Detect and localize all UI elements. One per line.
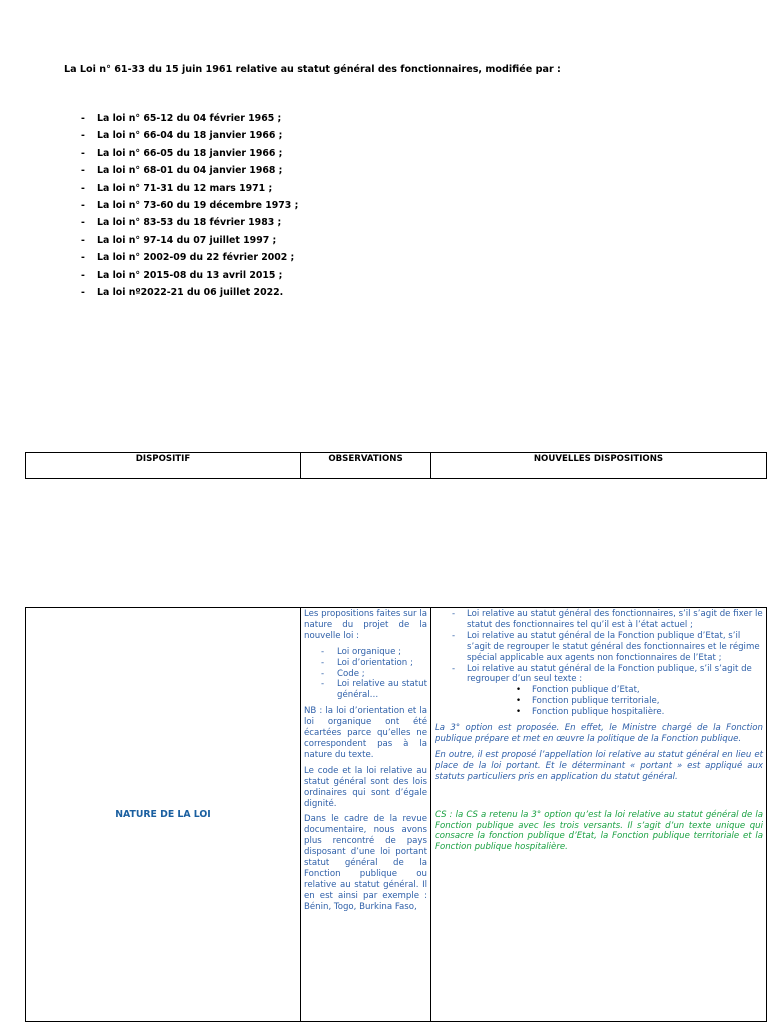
list-item: - Loi relative au statut général de la Fonction publique d’Etat, s’il s’agit de regrouper le statut général des fonctionnaires et le régime spécial applicable aux agents non fonctionnaires de l’Etat ; bbox=[435, 631, 763, 664]
table-row bbox=[26, 608, 767, 1022]
list-item: - La loi n° 71-31 du 12 mars 1971 ; bbox=[81, 182, 273, 194]
list-item: • Fonction publique territoriale, bbox=[467, 696, 763, 707]
list-item: - La loi n° 2002-09 du 22 février 2002 ; bbox=[81, 252, 295, 264]
observations-nb: NB : la loi d’orientation et la loi organique ont été écartées parce qu’elles ne correspondent pas à la nature du texte. bbox=[304, 706, 427, 760]
list-item: - La loi n° 83-53 du 18 février 1983 ; bbox=[81, 217, 282, 229]
provisions-table bbox=[25, 607, 767, 1022]
options-list bbox=[304, 647, 427, 702]
amending-laws-list bbox=[81, 113, 298, 304]
list-item: • Fonction publique d’Etat, bbox=[467, 685, 763, 696]
proposal-paragraph: La 3° option est proposée. En effet, le Ministre chargé de la Fonction publique prépare et met en œuvre la politique de la Fonction publique. bbox=[435, 723, 763, 744]
observations-intro: Les propositions faites sur la nature du projet de la nouvelle loi : bbox=[304, 609, 427, 641]
list-item: - La loi nº2022-21 du 06 juillet 2022. bbox=[81, 286, 284, 298]
list-item: - Loi relative au statut général des fonctionnaires, s’il s’agit de fixer le statut des fonctionnaires tel qu’il est à l’état actuel ; bbox=[435, 609, 763, 631]
document-title: La Loi n° 61-33 du 15 juin 1961 relative au statut général des fonctionnaires, modifiée par : bbox=[64, 64, 561, 75]
list-item: • Fonction publique hospitalière. bbox=[467, 707, 763, 718]
observations-code: Le code et la loi relative au statut général sont des lois ordinaires qui sont d’égale dignité. bbox=[304, 765, 427, 809]
appellation-paragraph: En outre, il est proposé l’appellation loi relative au statut général en lieu et place de la loi portant. Et le déterminant « portant » est appliqué aux statuts particuliers pris en application du statut général. bbox=[435, 749, 763, 782]
list-item: - La loi n° 68-01 du 04 janvier 1968 ; bbox=[81, 165, 283, 177]
column-header-observations: OBSERVATIONS bbox=[301, 453, 431, 479]
list-item: - La loi n° 65-12 du 04 février 1965 ; bbox=[81, 113, 282, 124]
list-item: - La loi n° 66-05 du 18 janvier 1966 ; bbox=[81, 147, 283, 159]
list-item: - La loi n° 66-04 du 18 janvier 1966 ; bbox=[81, 130, 283, 142]
nouvelles-dispositions-cell bbox=[431, 608, 767, 1022]
column-header-dispositif: DISPOSITIF bbox=[26, 453, 301, 479]
observations-cell bbox=[301, 608, 431, 1022]
header-table bbox=[25, 452, 767, 479]
list-item: - Loi relative au statut général de la Fonction publique, s’il s’agit de regrouper d’un seul texte : • Fonction publique d’Etat, • Fonction publique territoriale, • Fonction publique hospitalière. bbox=[435, 664, 763, 719]
cs-decision-paragraph: CS : la CS a retenu la 3° option qu’est la loi relative au statut général de la Fonction publique avec les trois versants. Il s’agit d’un texte unique qui consacre la fonction publique d’Etat, la Fonction publique territoriale et la Fonction publique hospitalière. bbox=[435, 809, 763, 853]
list-item: - Loi relative au statut général… bbox=[321, 679, 427, 701]
list-item: - La loi n° 97-14 du 07 juillet 1997 ; bbox=[81, 234, 277, 246]
proposals-list bbox=[435, 609, 763, 718]
column-header-nouvelles-dispositions: NOUVELLES DISPOSITIONS bbox=[431, 453, 767, 479]
list-item: - La loi n° 2015-08 du 13 avril 2015 ; bbox=[81, 269, 283, 281]
list-item: - Code ; bbox=[321, 669, 427, 680]
dispositif-cell: NATURE DE LA LOI bbox=[26, 608, 301, 1022]
list-item: - Loi d’orientation ; bbox=[321, 658, 427, 669]
fonction-publique-list bbox=[467, 685, 763, 718]
list-item: - La loi n° 73-60 du 19 décembre 1973 ; bbox=[81, 199, 299, 211]
list-item: - Loi organique ; bbox=[321, 647, 427, 658]
observations-revue: Dans le cadre de la revue documentaire, nous avons plus rencontré de pays disposant d’une loi portant statut général de la Fonction publique ou relative au statut général. Il en est ainsi par exemple : Bénin, Togo, Burkina Faso, bbox=[304, 814, 427, 912]
